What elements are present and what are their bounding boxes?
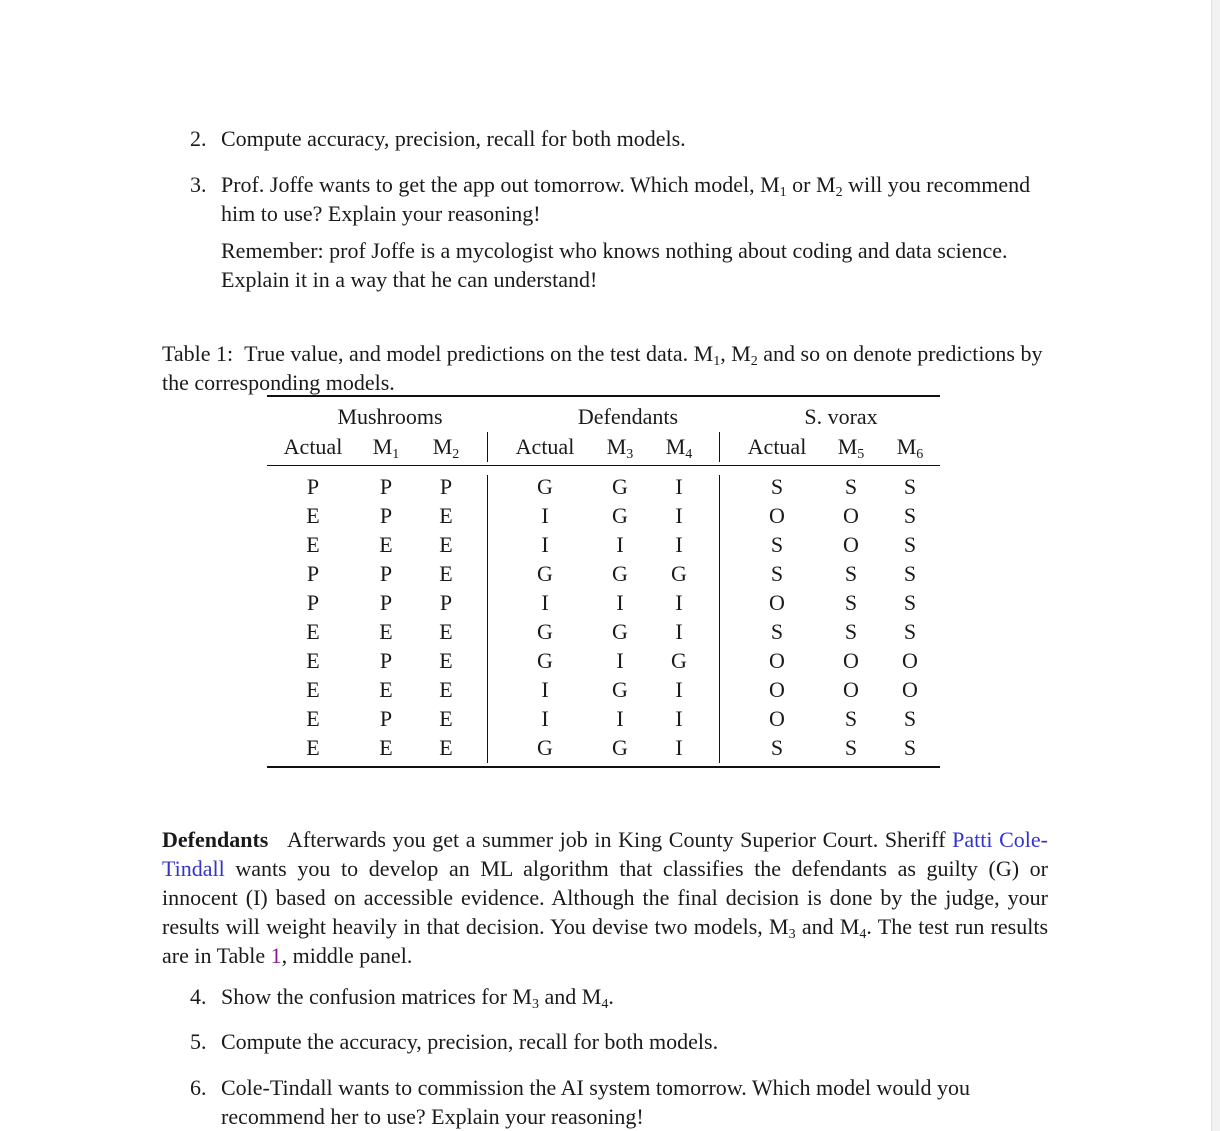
table-cell: O (843, 648, 859, 673)
table-cell: O (843, 677, 859, 702)
table-cell: S (770, 735, 784, 760)
table-cell: I (675, 619, 683, 644)
group-header: Defendants (577, 404, 679, 429)
table-cell: E (379, 532, 393, 557)
table-cell: G (537, 735, 553, 760)
table-cell: P (379, 590, 393, 615)
table-cell: E (306, 677, 320, 702)
table-cell: P (379, 503, 393, 528)
table-cell: I (675, 735, 683, 760)
table-cell: E (306, 503, 320, 528)
question-2 (190, 124, 1050, 153)
column-header: $M_6$ (896, 434, 924, 462)
table-cell: G (612, 503, 628, 528)
table-cell: S (770, 561, 784, 586)
section-heading: Defendants (162, 827, 269, 852)
table-cell: I (675, 532, 683, 557)
table-cell: E (306, 706, 320, 731)
table-mid-rule (267, 465, 940, 466)
table-cell: E (439, 503, 453, 528)
table-cell: E (306, 735, 320, 760)
table-cell: P (379, 706, 393, 731)
table-cell: O (843, 532, 859, 557)
table-caption: Table 1: True value, and model predictions on the test data. $M_1$, $M_2$ and so on denote predictions by the corresponding models. (162, 341, 1043, 395)
table-cell: S (903, 503, 917, 528)
table-cell: I (675, 706, 683, 731)
table-cell: I (675, 474, 683, 499)
table-cell: S (844, 706, 858, 731)
table-cell: O (843, 503, 859, 528)
table-cell: P (306, 474, 320, 499)
question-note: Remember: prof Joffe is a mycologist who knows nothing about coding and data science. Explain it in a way that he can understand! (221, 238, 1008, 292)
table-cell: G (612, 561, 628, 586)
table-cell: E (439, 706, 453, 731)
table-cell: G (537, 474, 553, 499)
table-cell: I (541, 590, 549, 615)
table-cell: P (439, 590, 453, 615)
table-cell: I (675, 503, 683, 528)
table-cell: O (902, 648, 918, 673)
group-header: S. vorax (804, 404, 878, 429)
table-cell: G (612, 474, 628, 499)
table-cell: S (903, 561, 917, 586)
table-cell: E (439, 532, 453, 557)
table-cell: S (844, 561, 858, 586)
table-cell: G (612, 735, 628, 760)
table-cell: O (769, 648, 785, 673)
question-number: 5. (190, 1029, 207, 1054)
table-cell: P (306, 590, 320, 615)
table-cell: S (903, 735, 917, 760)
table-cell: I (616, 532, 624, 557)
column-header: $M_2$ (432, 434, 460, 462)
question-5 (190, 1027, 1050, 1056)
column-header: Actual (515, 434, 575, 459)
table-cell: E (379, 619, 393, 644)
table-cell: P (379, 474, 393, 499)
table-bottom-rule (267, 766, 940, 768)
question-number: 3. (190, 172, 207, 197)
table-cell: I (541, 677, 549, 702)
table-cell: E (379, 735, 393, 760)
question-text: Show the confusion matrices for $M_3$ and $M_4$. (221, 984, 614, 1012)
table-cell: I (616, 648, 624, 673)
table-cell: S (844, 474, 858, 499)
table-cell: P (379, 561, 393, 586)
panel-divider (719, 475, 720, 763)
table-cell: E (306, 619, 320, 644)
table-cell: I (541, 706, 549, 731)
table-cell: S (844, 735, 858, 760)
question-4 (190, 982, 1050, 1011)
table-cell: P (306, 561, 320, 586)
question-text: Prof. Joffe wants to get the app out tomorrow. Which model, $M_1$ or $M_2$ will you recommend him to use? Explain your reasoning! (221, 172, 1031, 226)
question-text: Compute accuracy, precision, recall for both models. (221, 126, 686, 151)
table-cell: G (612, 677, 628, 702)
table-cell: S (844, 619, 858, 644)
question-text: Compute the accuracy, precision, recall for both models. (221, 1029, 719, 1054)
question-number: 4. (190, 984, 207, 1009)
table-cell: S (770, 474, 784, 499)
table-cell: O (769, 677, 785, 702)
table-cell: S (903, 532, 917, 557)
table-cell: G (537, 648, 553, 673)
table-cell: S (844, 590, 858, 615)
table-cell: I (675, 590, 683, 615)
table-cell: S (770, 619, 784, 644)
table-cell: P (379, 648, 393, 673)
table-cell: O (902, 677, 918, 702)
table-cell: G (537, 561, 553, 586)
table-cell: I (616, 706, 624, 731)
table-cell: G (671, 561, 687, 586)
question-number: 6. (190, 1075, 207, 1100)
table-cell: P (439, 474, 453, 499)
table-cell: G (537, 619, 553, 644)
column-header: Actual (747, 434, 807, 459)
table-cell: O (769, 503, 785, 528)
table-ref-link[interactable]: 1 (270, 943, 282, 968)
table-cell: I (616, 590, 624, 615)
table-cell: E (379, 677, 393, 702)
table-cell: E (439, 677, 453, 702)
table-cell: E (439, 735, 453, 760)
column-header: $M_3$ (606, 434, 634, 462)
table-cell: G (612, 619, 628, 644)
header-divider (487, 432, 488, 462)
table-cell: E (306, 648, 320, 673)
patti-cole-tindall-link[interactable]: Patti Cole-Tindall (162, 827, 1048, 881)
group-header: Mushrooms (337, 404, 443, 429)
table-cell: O (769, 590, 785, 615)
defendants-paragraph: Defendants Afterwards you get a summer job in King County Superior Court. Sheriff Patti Cole-Tindall wants you to develop an ML algorithm that classifies the defendants as guilty (G) or innocent (I) based on accessible evidence. Although the final decision is done by the judge, your results will weight heavily in that decision. You devise two models, $M_3$ and $M_4$. The test run results are in Table 1, middle panel. (162, 827, 1049, 968)
panel-divider (487, 475, 488, 763)
header-divider (719, 432, 720, 462)
column-header: $M_5$ (837, 434, 865, 462)
question-number: 2. (190, 126, 207, 151)
table-cell: G (671, 648, 687, 673)
table-cell: E (439, 648, 453, 673)
table-cell: E (439, 619, 453, 644)
table-cell: E (306, 532, 320, 557)
scrollbar-track[interactable] (1211, 0, 1220, 1131)
table-cell: I (541, 532, 549, 557)
table-cell: S (903, 590, 917, 615)
table-cell: S (770, 532, 784, 557)
column-header: $M_1$ (372, 434, 400, 462)
column-header: Actual (283, 434, 343, 459)
table-cell: I (541, 503, 549, 528)
column-header: $M_4$ (665, 434, 693, 462)
table-top-rule (267, 395, 940, 397)
question-3 (190, 170, 1050, 294)
question-text: Cole-Tindall wants to commission the AI system tomorrow. Which model would you recommend her to use? Explain your reasoning! (221, 1075, 970, 1129)
table-cell: O (769, 706, 785, 731)
table-cell: S (903, 619, 917, 644)
table-cell: I (675, 677, 683, 702)
table-cell: E (439, 561, 453, 586)
table-cell: S (903, 474, 917, 499)
question-6 (190, 1073, 1050, 1131)
table-cell: S (903, 706, 917, 731)
